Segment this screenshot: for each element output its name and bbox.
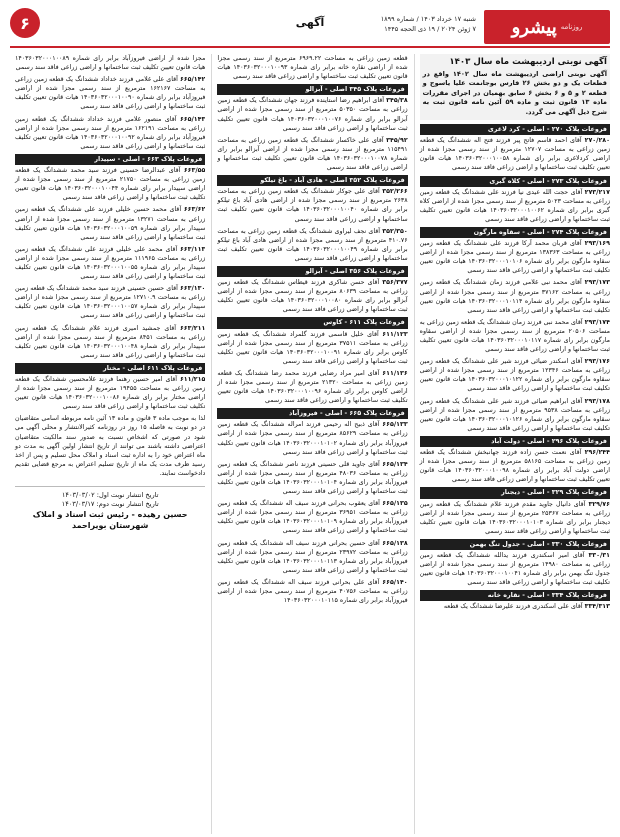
entry-body: آقای علی غلامی فرزند خداداد ششدانگ یک قطعه زمین زراعی به مساحت ۱۶۲۱۶۷ مترمربع از سند رسمی مجزا شده از اراضی فیروزآباد برابر رای شماره ۱۴۰۳۶۰۳۲۰۰۰۱۰۰۹۰ هیات قانون تعیین تکلیف ثبت ساختمانها و اراضی زراعی فاقد سند رسمی: [15, 76, 206, 111]
entry-body: مجزا شده از اراضی فیروزآباد برابر رای شماره ۱۴۰۳۶۰۳۲۰۰۰۱۰۰۸۹ هیات قانون تعیین تکلیف ثبت ساختمانها و اراضی زراعی فاقد سند رسمی: [15, 55, 206, 72]
publish-date-2: تاریخ انتشار نوبت دوم: ۱۴۰۳/۰۳/۱۷: [61, 500, 159, 509]
entry-text: [15, 375, 205, 411]
entry-body: آقای نعمت حسن زاده فرزند جهانبخش ششدانگ یک قطعه زمین زراعی به مساحت ۵۸۱۶۵ مترمربع از سند رسمی مجزا شده از اراضی دولت آباد برابر رای شماره ۱۴۰۳۶۰۳۲۰۰۰۱۰۰۹۸ هیات قانون تعیین تکلیف ثبت ساختمانها و اراضی زراعی فاقد سند رسمی: [419, 449, 610, 484]
entry-text: [15, 284, 205, 320]
plate-number: ۶۶۵/۱۳۵: [382, 500, 408, 508]
signer-name: حسین رهیده - رئیس ثبت اسناد و املاک: [32, 510, 188, 520]
entry-text: [217, 460, 407, 496]
notice-entry: [15, 154, 205, 202]
entry-body: آقای نجف لیراوی ششدانگ یک قطعه زمین زراعی به مساحت ۴۱۰.۷۶ مترمربع از سند رسمی مجزا شده از اراضی هادی آباد باغ تیلکو برابر رای شماره ۱۴۰۳۶۰۳۲۰۰۰۱۰۰۴۹ هیات قانون تعیین تکلیف ثبت ساختمانها و اراضی زراعی فاقد سند رسمی: [217, 227, 408, 262]
entry-body: آقای امیر حسین رهنما فرزند غلامحسین ششدانگ یک قطعه زمین زراعی به مساحت ۱۹۴۵۵ مترمربع از سند رسمی مجزا شده از اراضی مختار برابر رای شماره ۱۴۰۳۶۰۳۲۰۰۰۱۰۰۸۶ هیات قانون تعیین تکلیف ثبت ساختمانها و اراضی زراعی فاقد سند رسمی: [15, 376, 206, 411]
entry-text: [420, 602, 610, 611]
entry-text: [217, 499, 407, 535]
notice-entry: [217, 460, 407, 496]
entry-text: [420, 278, 610, 314]
notice-entry: [420, 539, 610, 587]
plate-heading: فروعات پلاک ۲۷۴ - اصلی - سقاوه مارگون: [420, 227, 610, 238]
brand-prefix: روزنامه: [560, 23, 583, 31]
plate-number: ۲۹۳/۱۷۸: [584, 397, 610, 405]
signature-block: [15, 486, 205, 531]
page-header: [10, 8, 610, 48]
plate-heading: فروعات پلاک ۶۶۵ - اصلی - فیروزآباد: [217, 408, 407, 419]
entry-text: [15, 54, 205, 72]
entry-body: آقای حسین حسینی فرزند سید محمد ششدانگ یک قطعه زمین زراعی به مساحت ۱۲۷۱۰.۹ مترمربع از سند رسمی مجزا شده از اراضی سپیدار برابر رای شماره ۱۴۰۳۶۰۳۲۰۰۰۱۰۰۵۷ هیات قانون تعیین تکلیف ثبت ساختمانها و اراضی زراعی فاقد سند رسمی: [15, 285, 206, 320]
plate-number: ۶۶۳/۵۵: [183, 167, 206, 175]
plate-number: ۳۲۹/۷۶: [588, 500, 610, 508]
entry-body: آقای اسکندر ضیائی فرزند شیر علی ششدانگ یک قطعه زمین زراعی به مساحت ۱۲۳۴۶ مترمربع از سند رسمی مجزا شده از اراضی سقاوه مارگون برابر رای شماره ۱۴۰۳۶۰۳۲۰۰۰۱۰۱۲۲ هیات قانون تعیین تکلیف ثبت ساختمانها و اراضی زراعی فاقد سند رسمی: [419, 358, 610, 393]
notice-entry: [217, 227, 407, 263]
plate-number: ۶۶۳/۱۱۳: [179, 245, 206, 253]
plate-number: ۲۷۰/۲۸۰: [584, 137, 610, 145]
plate-number: ۶۶۵/۱۳۸: [382, 539, 408, 547]
entry-text: [217, 539, 407, 575]
entry-text: [420, 188, 610, 224]
notice-entry: [420, 124, 610, 172]
entry-text: [217, 278, 407, 314]
entry-text: [15, 205, 205, 241]
entry-body: آقای عبدالرضا حسینی فرزند سید محمد ششدانگ یک قطعه زمین زراعی به مساحت ۲۱۷۵۰ مترمربع از سند رسمی مجزا شده از اراضی سپیدار برابر رای شماره ۱۴۰۳۶۰۳۲۰۰۰۱۰۰۴۴ هیات قانون تعیین تکلیف ثبت ساختمانها و اراضی زراعی فاقد سند رسمی: [15, 167, 206, 202]
entry-text: [420, 448, 610, 484]
plate-number: ۶۶۳/۲۱۱: [179, 324, 206, 332]
notice-entry: [217, 317, 407, 365]
entry-body: آقای علی جوکار ششدانگ یک قطعه زمین زراعی به مساحت ۲۶۳۸ مترمربع از سند رسمی مجزا شده از اراضی هادی آباد باغ تیلکو برابر رای شماره ۱۴۰۳۶۰۳۲۰۰۰۱۰۰۴۰ هیات قانون تعیین تکلیف ثبت ساختمانها و اراضی زراعی فاقد سند رسمی: [217, 188, 408, 223]
notice-entry: [15, 324, 205, 360]
plate-heading: فروعات پلاک ۳۵۲ اصلی - هادی آباد - باغ تیلکو: [217, 175, 407, 186]
brand-name: پیشرو: [511, 16, 557, 38]
notice-entry: [420, 318, 610, 354]
plate-number: ۲۹۳/۱۷۳: [584, 279, 610, 287]
plate-number: ۳۵۲/۲۶۶: [382, 188, 408, 196]
notice-entry: [15, 205, 205, 241]
plate-heading: فروعات پلاک ۳۴۵ اصلی - آبزالو: [217, 84, 407, 95]
entry-body: آقای ابراهیم رضا استاینده فرزند جهان ششدانگ یک قطعه زمین زراعی به مساحت ۵۰۳۵۰ مترمربع از سند رسمی مجزا شده از اراضی آبزالو برابر رای شماره ۱۴۰۳۶۰۳۲۰۰۰۱۰۰۷۶ هیات قانون تعیین تکلیف ثبت ساختمانها و اراضی زراعی فاقد سند رسمی: [217, 97, 408, 132]
notice-entry: [217, 578, 407, 605]
entry-body: آقای امیر اسکندری فرزند یدالله ششدانگ یک قطعه زمین زراعی به مساحت ۱۴۹۸۰ مترمربع از سند رسمی مجزا شده از اراضی جدول تنگ بهمن برابر رای شماره ۱۴۰۳۶۰۳۲۰۰۰۱۰۰۴۱ هیات قانون تعیین تکلیف ثبت ساختمانها و اراضی زراعی فاقد سند رسمی: [419, 551, 610, 587]
notice-entry: [217, 175, 407, 223]
column-left: [10, 54, 205, 834]
plate-number: ۲۹۶/۲۴۴: [584, 449, 610, 457]
entry-body: آقای حسین بحرانی فرزند سیف اله ششدانگ یک قطعه زمین زراعی به مساحت ۲۳۹۷۲ مترمربع از سند رسمی مجزا شده از اراضی فیروزآباد برابر رای شماره ۱۴۰۳۶۰۳۲۰۰۰۱۰۱۱۳ هیات قانون تعیین تکلیف ثبت ساختمانها و اراضی زراعی فاقد سند رسمی: [217, 539, 408, 574]
notice-entry: [420, 397, 610, 433]
entry-text: [217, 578, 407, 605]
notice-entry: [15, 75, 205, 111]
entry-text: [15, 115, 205, 151]
notice-entry: [420, 357, 610, 393]
notice-entry: [217, 136, 407, 172]
entry-body: آقای محمد علی خلیلی فرزند علی ششدانگ یک قطعه زمین زراعی به مساحت ۱۱۱۹۶۵ مترمربع از سند رسمی مجزا شده از اراضی سپیدار برابر رای شماره ۱۴۰۳۶۰۳۲۰۰۰۱۰۰۵۵ هیات قانون تعیین تکلیف ثبت ساختمانها و اراضی زراعی فاقد سند رسمی: [15, 245, 206, 281]
entry-text: [420, 397, 610, 433]
plate-number: ۶۶۳/۱۳۰: [179, 285, 206, 293]
entry-body: آقای قربان محمد آرکا فرزند علی ششدانگ یک قطعه زمین زراعی به مساحت ۱۳۸۳۶۳ مترمربع از سند رسمی مجزا شده از اراضی سقاوه مارگون برابر رای شماره ۱۴۰۳۶۰۳۲۰۰۰۱۰۱۰۶ هیات قانون تعیین تکلیف ثبت ساختمانها و اراضی زراعی فاقد سند رسمی: [419, 240, 610, 275]
entry-text: [217, 330, 407, 366]
entry-body: آقای ابراهیم ضیائی فرزند شیر علی ششدانگ یک قطعه زمین زراعی به مساحت ۹۵۳۸ مترمربع از سند رسمی مجزا شده از اراضی سقاوه مارگون برابر رای شماره ۱۴۰۳۶۰۳۲۰۰۰۱۰۱۲۶ هیات قانون تعیین تکلیف ثبت ساختمانها و اراضی زراعی فاقد سند رسمی: [419, 397, 610, 432]
notice-entry: [420, 278, 610, 314]
entry-text: [420, 318, 610, 354]
entry-text: [217, 96, 407, 132]
signer-city: شهرستان بویراحمد: [71, 521, 149, 531]
entry-text: [217, 187, 407, 223]
notice-entry: [15, 363, 205, 411]
plate-number: ۳۴۵/۳۸: [386, 97, 408, 105]
issue-line: شنبه ۱۷ خرداد ۱۴۰۳ / شماره ۱۸۹۹: [380, 15, 476, 23]
entry-text: [217, 369, 407, 405]
notice-entry: [15, 245, 205, 281]
entry-body: آقای منصور غلامی فرزند خداداد ششدانگ یک قطعه زمین زراعی به مساحت ۱۶۲۱۹۱ مترمربع از سند رسمی مجزا شده از اراضی فیروزآباد برابر رای شماره ۱۴۰۳۶۰۳۲۰۰۰۱۰۰۹۲ هیات قانون تعیین تکلیف ثبت ساختمانها و اراضی زراعی فاقد سند رسمی: [15, 115, 206, 150]
plate-number: ۶۱۱/۲۱۵: [179, 376, 206, 383]
notice-entry: [217, 54, 407, 81]
section-title: آگهی: [295, 16, 325, 29]
entry-body: آقای یعقوب بحرانی فرزند سیف اله ششدانگ یک قطعه زمین زراعی به مساحت ۳۶۹۵۱ مترمربع از سند رسمی مجزا شده از اراضی فیروزآباد برابر رای شماره ۱۴۰۳۶۰۳۲۰۰۰۱۰۱۰۹ هیات قانون تعیین تکلیف ثبت ساختمانها و اراضی زراعی فاقد سند رسمی: [217, 500, 408, 535]
notice-entry: [420, 436, 610, 484]
plate-heading: فروعات پلاک ۶۱۱ - کاوس: [217, 317, 407, 328]
ad-columns: [10, 54, 610, 834]
plate-number: ۲۹۳/۱۷۴: [584, 318, 610, 326]
entry-text: [420, 136, 610, 172]
entry-text: [420, 239, 610, 275]
notice-entry: [15, 414, 205, 478]
plate-number: ۶۶۵/۱۴۳: [179, 115, 206, 123]
entry-text: [15, 166, 205, 202]
page-number-badge: ۶: [10, 8, 40, 38]
entry-body: آقای امیر مراد رضایی فرزند محمد رضا ششدانگ یک قطعه زمین زراعی به مساحت ۲۱۳۲۰ مترمربع از سند رسمی مجزا شده از اراضی کاوس برابر رای شماره ۱۴۰۳۶۰۳۲۰۰۰۱۰۰۹۶ هیات قانون تعیین تکلیف ثبت ساختمانها و اراضی زراعی فاقد سند رسمی: [217, 369, 408, 405]
entry-body: آقای علی اسکندری فرزند علیرضا ششدانگ یک قطعه: [443, 603, 583, 611]
entry-body: آقای خلیل قاسمی فرزند گلمراد ششدانگ یک قطعه زمین زراعی به مساحت ۳۷۵۱۱ مترمربع از سند رسمی مجزا شده از اراضی کاوس برابر رای شماره ۱۴۰۳۶۰۳۲۰۰۰۱۰۰۹۱ هیات قانون تعیین تکلیف ثبت ساختمانها و اراضی زراعی فاقد سند رسمی: [217, 330, 408, 365]
notice-entry: [15, 284, 205, 320]
entry-text: [15, 75, 205, 111]
notice-entry: [15, 54, 205, 72]
entry-text: [420, 357, 610, 393]
entry-text: [420, 500, 610, 536]
plate-number: ۶۶۵/۱۳۳: [382, 421, 408, 429]
entry-body: آقای حجت الله عیدی نیا فرزند علی ششدانگ یک قطعه زمین زراعی به مساحت ۵۰۲۳ مترمربع از سند رسمی مجزا شده از اراضی کلاه گبری برابر رای شماره ۱۴۰۳۶۰۳۲۰۰۰۱۰۰۶۲ هیات قانون تعیین تکلیف ثبت ساختمانها و اراضی زراعی فاقد سند رسمی: [419, 188, 610, 223]
entry-body: آقای دانیال جاوید مقدم فرزند غلام ششدانگ یک قطعه زمین زراعی به مساحت ۲۵۳۶۷ مترمربع از سند رسمی مجزا شده از اراضی دیجنار برابر رای شماره ۱۴۰۳۶۰۳۲۰۰۰۱۰۱۰۳ هیات قانون تعیین تکلیف ثبت ساختمانها و اراضی زراعی فاقد سند رسمی: [419, 500, 610, 535]
entry-body: آقای محمد نبی فرزند زمان ششدانگ یک قطعه زمین زراعی به مساحت ۲۰۵۰۶ مترمربع از سند رسمی مجزا شده از اراضی سقاوه مارگون برابر رای شماره ۱۴۰۳۶۰۳۲۰۰۰۱۰۱۱۷ هیات قانون تعیین تکلیف ثبت ساختمانها و اراضی زراعی فاقد سند رسمی: [419, 318, 610, 354]
entry-body: آقای جمشید امیری فرزند غلام ششدانگ یک قطعه زمین زراعی به مساحت ۸۴۵۱ مترمربع از سند رسمی مجزا شده از اراضی سپیدار برابر رای شماره ۱۴۰۳۶۰۳۲۰۰۰۱۰۰۴۸ هیات قانون تعیین تکلیف ثبت ساختمانها و اراضی زراعی فاقد سند رسمی: [15, 324, 206, 359]
notice-entry: [217, 408, 407, 456]
lead-notice: [420, 54, 610, 120]
plate-heading: فروعات پلاک ۲۷۳ - اصلی - کلاه گبری: [420, 176, 610, 187]
plate-heading: فروعات پلاک ۲۷۰ - اصلی - کرد لاغری: [420, 124, 610, 135]
entry-body: آقای جاوید قلی حسینی فرزند ناصر ششدانگ یک قطعه زمین زراعی به مساحت ۴۸۰۳۶ مترمربع از سند رسمی مجزا شده از اراضی فیروزآباد برابر رای شماره ۱۴۰۳۶۰۳۲۰۰۰۱۰۱۰۴ هیات قانون تعیین تکلیف ثبت ساختمانها و اراضی زراعی فاقد سند رسمی: [217, 460, 408, 496]
plate-number: ۶۶۳/۶۲: [183, 206, 206, 214]
date-line: ۷ ژوئن ۲۰۲۴ / ۱۹ ذی الحجه ۱۴۴۵: [384, 25, 476, 33]
plate-heading: فروعات پلاک ۲۹۶ - اصلی - دولت آباد: [420, 436, 610, 447]
entry-body: آقای حسن شاکری فرزند قیطاس ششدانگ یک قطعه زمین زراعی به مساحت ۸۰۶۳۹ مترمربع از سند رسمی مجزا شده از اراضی آبزالو برابر رای شماره ۱۴۰۳۶۰۳۲۰۰۰۱۰۰۸۰ هیات قانون تعیین تکلیف ثبت ساختمانها و اراضی زراعی فاقد سند رسمی: [217, 279, 408, 314]
column-right: [414, 54, 610, 834]
plate-number: ۳۵۶/۳۷۷: [382, 279, 408, 287]
plate-number: ۶۶۵/۱۴۲: [179, 76, 206, 84]
plate-number: ۶۶۵/۱۳۴: [382, 460, 408, 468]
notice-entry: [420, 590, 610, 611]
plate-number: ۶۱۱/۱۲۳: [382, 330, 408, 338]
notice-entry: [217, 84, 407, 132]
plate-number: ۳۳۰/۳۱: [588, 551, 610, 559]
entry-body: قطعه زمین زراعی به مساحت ۶۹۶۹.۲۲ مترمربع از سند رسمی مجزا شده از اراضی نقاره خانه برابر رای شماره ۱۴۰۳۶۰۳۲۰۰۰۱۰۰۹۳ هیات قانون تعیین تکلیف ثبت ساختمانها و اراضی زراعی فاقد سند رسمی: [217, 55, 408, 81]
plate-number: ۳۴۵/۹۲: [386, 136, 408, 144]
plate-heading: فروعات پلاک ۳۳۰ - اصلی - جدول تنگ بهمن: [420, 539, 610, 550]
plate-heading: فروعات پلاک ۶۶۳ - اصلی - سپیدار: [15, 154, 205, 165]
notice-entry: [420, 487, 610, 535]
entry-body: آقای علی بحرانی فرزند سیف اله ششدانگ یک قطعه زمین زراعی به مساحت ۴۰۷۵۶ مترمربع از سند رسمی مجزا شده از اراضی فیروزآباد برابر رای شماره ۱۴۰۳۶۰۳۲۰۰۰۱۰۱۱۵: [217, 578, 408, 605]
entry-text: [217, 420, 407, 456]
entry-text: [217, 136, 407, 172]
entry-text: [420, 551, 610, 587]
lead-title: آگهی نوبتی اردیبهشت ماه سال ۱۴۰۳: [449, 57, 607, 67]
plate-heading: فروعات پلاک ۳۳۴ - اصلی - نقاره خانه: [420, 590, 610, 601]
lead-body: آگهی نوبتی اراضی اردیبهشت ماه سال ۱۴۰۲ واقع در قطعات یک و دو بخش ۲۶ فارس بوجانمت علیا یاسوج و قطعه ۲ و ۵ و ۶ بخش ۶ سابق بهمیان در اجرای مقررات ماده ۱۳ قانون ثبت و ماده ۵۹ آئین نامه قانون ثبت به شرح ذیل آگهی می گردد.: [422, 70, 608, 116]
notice-entry: [217, 266, 407, 314]
plate-number: ۲۷۳/۲۱۷: [584, 188, 610, 196]
notice-entry: [217, 369, 407, 405]
plate-heading: فروعات پلاک ۳۲۹ - اصلی - دیجنار: [420, 487, 610, 498]
plate-number: ۳۳۴/۳۱۳: [584, 603, 610, 611]
entry-text: [15, 324, 205, 360]
notice-entry: [15, 115, 205, 151]
publish-date-1: تاریخ انتشار نوبت اول: ۱۴۰۳/۰۳/۰۲: [61, 491, 159, 500]
plate-number: ۶۶۵/۱۴۰: [382, 578, 408, 586]
notice-entry: [420, 227, 610, 275]
plate-number: ۲۹۳/۱۷۶: [584, 358, 610, 366]
entry-text: [217, 54, 407, 81]
entry-text: [217, 227, 407, 263]
entry-text: [15, 245, 205, 281]
entry-body: لذا به موجب ماده ۳ قانون و ماده ۱۳ آئین نامه مربوطه اسامی متقاضیان در دو نوبت به فاصله ۱۵ روز در روزنامه کثیرالانتشار و محلی آگهی می شود در صورتی که اشخاص نسبت به صدور سند مالکیت متقاضیان اعتراضی داشته باشند می توانند از تاریخ انتشار اولین آگهی به مدت دو ماه اعتراض خود را به اداره ثبت اسناد و املاک محل تسلیم و پس از اخذ رسید ظرف مدت یک ماه از تاریخ تسلیم اعتراض به مرجع قضایی تقدیم دادخواست نمایند.: [15, 415, 206, 477]
notice-entry: [217, 539, 407, 575]
entry-body: آقای محمد حسین خلیلی فرزند علی ششدانگ یک قطعه زمین زراعی به مساحت ۱۳۲۷۱ مترمربع از سند رسمی مجزا شده از اراضی سپیدار برابر رای شماره ۱۴۰۳۶۰۳۲۰۰۰۱۰۰۵۹ هیات قانون تعیین تکلیف ثبت ساختمانها و اراضی زراعی فاقد سند رسمی: [15, 206, 206, 241]
plate-number: ۳۵۲/۳۵۰: [382, 227, 408, 235]
notice-entry: [217, 499, 407, 535]
entry-body: آقای ذبیح اله رحیمی فرزند امراله ششدانگ یک قطعه زمین زراعی به مساحت ۸۵۶۲۹ مترمربع از سند رسمی مجزا شده از اراضی فیروزآباد برابر رای شماره ۱۴۰۳۶۰۳۲۰۰۰۱۰۱۰۲ هیات قانون تعیین تکلیف ثبت ساختمانها و اراضی زراعی فاقد سند رسمی: [217, 421, 408, 456]
entry-body: آقای احمد قاسم فاتح پیر فرزند فتح اله ششدانگ یک قطعه زمین زراعی به مساحت ۱۲۷۰۷ مترمربع از سند رسمی مجزا شده از اراضی کردلاغری برابر رای شماره ۱۴۰۳۶۰۳۲۰۰۰۱۰۰۵۸ هیات قانون تعیین تکلیف ثبت ساختمانها و اراضی زراعی فاقد سند رسمی: [419, 137, 610, 172]
notice-entry: [420, 176, 610, 224]
entry-text: [15, 414, 205, 478]
plate-heading: فروعات پلاک ۳۵۶ اصلی - آبزالو: [217, 266, 407, 277]
entry-body: آقای محمد نبی غلامی فرزند زمان ششدانگ یک قطعه زمین زراعی به مساحت ۳۷۱۶۲ مترمربع از سند رسمی مجزا شده از اراضی سقاوه مارگون برابر رای شماره ۱۴۰۳۶۰۳۲۰۰۰۱۰۱۱۴ هیات قانون تعیین تکلیف ثبت ساختمانها و اراضی زراعی فاقد سند رسمی: [419, 279, 610, 314]
plate-number: ۲۹۳/۱۶۹: [584, 240, 610, 248]
plate-heading: فروعات پلاک ۶۱۱ اصلی - مختار: [15, 363, 205, 374]
entry-body: آقای علی خاکسار ششدانگ یک قطعه زمین زراعی به مساحت ۱۱۵۴۹۱ مترمربع از سند رسمی مجزا شده از اراضی آبزالو برابر رای شماره ۱۴۰۳۶۰۳۲۰۰۰۱۰۰۷۸ هیات قانون تعیین تکلیف ثبت ساختمانها و اراضی زراعی فاقد سند رسمی: [217, 136, 408, 172]
plate-number: ۶۱۱/۱۳۶: [382, 369, 408, 377]
column-middle: [211, 54, 407, 834]
